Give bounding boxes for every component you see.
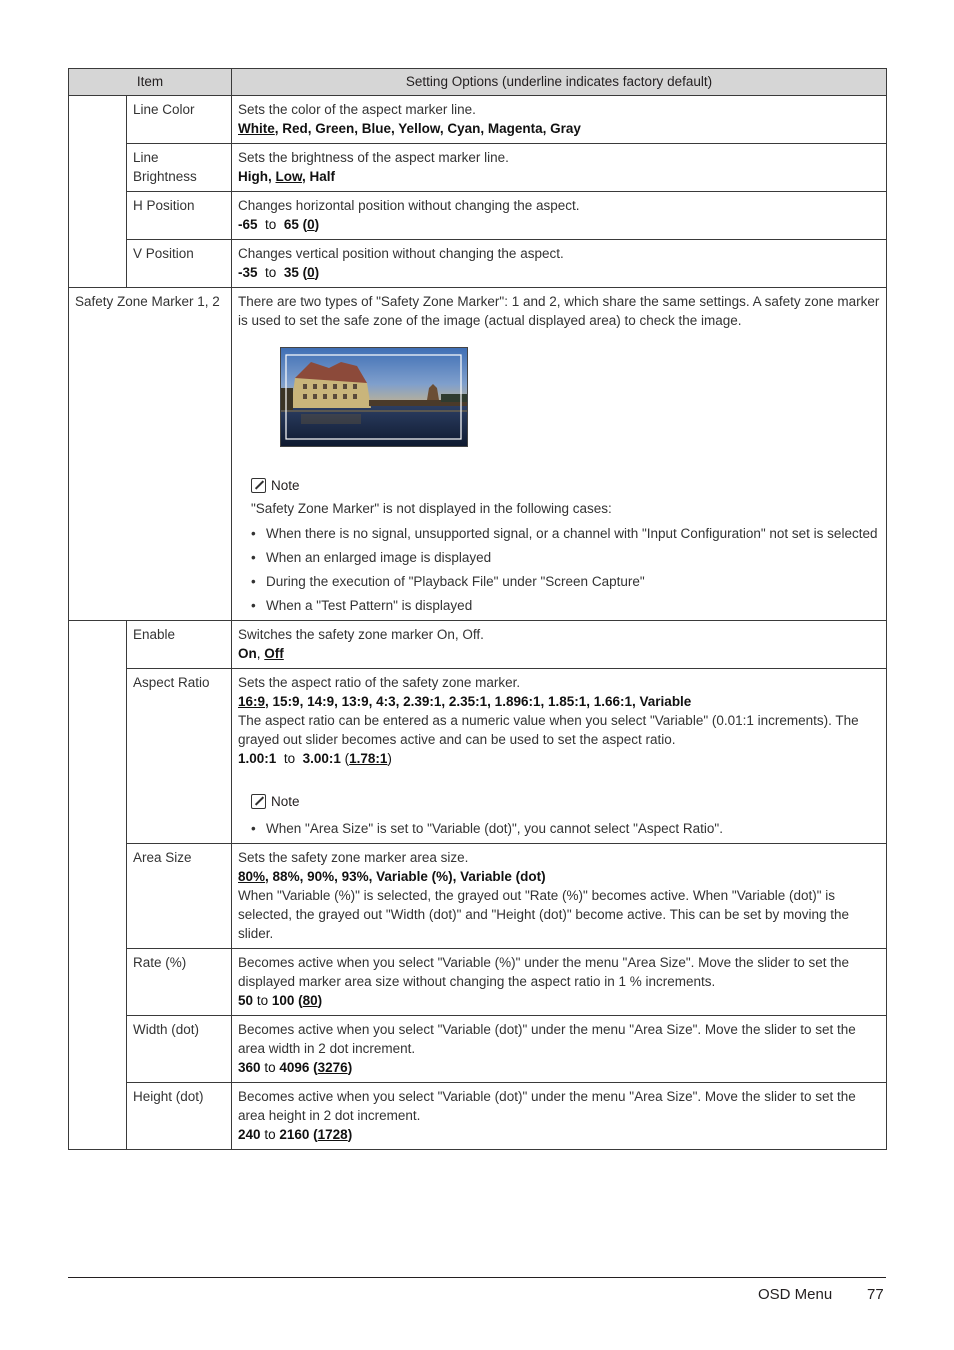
parent-item-cell (69, 621, 127, 1150)
description: Sets the color of the aspect marker line. (238, 102, 476, 117)
header-item: Item (69, 69, 232, 96)
table-row (69, 96, 887, 144)
range-default: 3276 (317, 1060, 348, 1075)
range-to: to (283, 751, 296, 766)
table-row (69, 621, 887, 669)
table-row (69, 288, 887, 621)
options-enable (232, 621, 887, 669)
option-list (238, 167, 880, 186)
item-width: Width (dot) (127, 1016, 232, 1083)
description-detail: The aspect ratio can be entered as a numeric value when you select "Variable" (0.01:1 increments). The grayed out slider becomes active and can be used to set the aspect ratio. (238, 713, 859, 747)
range: 1.00:1 to 3.00:1 (1.78:1) (238, 751, 392, 766)
table-row (69, 1083, 887, 1150)
other-options: , 15:9, 14:9, 13:9, 4:3, 2.39:1, 2.35:1, 1.896:1, 1.85:1, 1.66:1, Variable (265, 694, 692, 709)
range-max: 65 (283, 217, 299, 232)
range-max: 3.00:1 (302, 751, 341, 766)
item-line-brightness: Line Brightness (127, 144, 232, 192)
pencil-note-icon (251, 794, 266, 809)
range-min: 1.00:1 (238, 751, 277, 766)
option-list (238, 867, 880, 886)
other-options: , Half (302, 169, 336, 184)
safety-zone-example-image (280, 347, 468, 447)
range: 50 to 100 (80) (238, 993, 323, 1008)
table-row (69, 192, 887, 240)
example-photo (281, 348, 467, 446)
options-width (232, 1016, 887, 1083)
parent-item-cell (69, 96, 127, 288)
item-line-color: Line Color (127, 96, 232, 144)
description: Becomes active when you select "Variable (dot)" under the menu "Area Size". Move the slider to set the area width in 2 dot increment. (238, 1022, 856, 1056)
range-default: 1728 (317, 1127, 348, 1142)
description-detail: When "Variable (%)" is selected, the grayed out "Rate (%)" becomes active. When "Variable (dot)" is selected, the grayed out "Width (dot)" and "Height (dot)" become active. This can be set by moving the slider. (238, 888, 850, 941)
table-row (69, 844, 887, 949)
pencil-note-icon (251, 478, 266, 493)
note-bullet-list (238, 819, 880, 838)
description: Becomes active when you select "Variable (dot)" under the menu "Area Size". Move the slider to set the area height in 2 dot increment. (238, 1089, 856, 1123)
range-min: 50 (238, 993, 254, 1008)
default-option: Low (275, 169, 303, 184)
note-title-text: Note (271, 794, 300, 809)
description: Switches the safety zone marker On, Off. (238, 627, 484, 642)
option-on: On (238, 646, 257, 661)
range-to: to (264, 1060, 276, 1075)
footer-section-title: OSD Menu (758, 1286, 833, 1303)
option-list (238, 119, 880, 138)
range-to: to (265, 265, 277, 280)
option-list (238, 692, 880, 711)
option-sep: , (256, 646, 265, 661)
list-item: • When there is no signal, unsupported signal, or a channel with "Input Configuration" not set is selected (251, 524, 880, 543)
options-rate (232, 949, 887, 1016)
options-v-position (232, 240, 887, 288)
description: Becomes active when you select "Variable (%)" under the menu "Area Size". Move the slider to set the displayed marker area size without changing the aspect ratio in 1 % increments. (238, 955, 849, 989)
options-area-size (232, 844, 887, 949)
option-pre: High, (238, 169, 276, 184)
table-row (69, 144, 887, 192)
description: Changes horizontal position without changing the aspect. (238, 198, 580, 213)
range: -65 to 65 (0) (238, 217, 320, 232)
range-max: 2160 (279, 1127, 310, 1142)
default-option: 16:9 (238, 694, 266, 709)
item-area-size: Area Size (127, 844, 232, 949)
range-min: 360 (238, 1060, 261, 1075)
range-min: 240 (238, 1127, 261, 1142)
range-min: -35 (238, 265, 258, 280)
item-safety-zone-marker: Safety Zone Marker 1, 2 (69, 288, 232, 621)
header-options: Setting Options (underline indicates factory default) (232, 69, 887, 96)
other-options: , 88%, 90%, 93%, Variable (%), Variable (dot) (265, 869, 546, 884)
item-aspect-ratio: Aspect Ratio (127, 669, 232, 844)
options-h-position (232, 192, 887, 240)
options-line-color (232, 96, 887, 144)
list-item: • When "Area Size" is set to "Variable (dot)", you cannot select "Aspect Ratio". (251, 819, 880, 838)
note-text: "Safety Zone Marker" is not displayed in the following cases: (251, 501, 612, 516)
option-list (238, 644, 880, 663)
range-to: to (256, 993, 269, 1008)
description: Sets the brightness of the aspect marker line. (238, 150, 509, 165)
item-height: Height (dot) (127, 1083, 232, 1150)
default-option: White (238, 121, 275, 136)
table-row (69, 240, 887, 288)
range-min: -65 (238, 217, 258, 232)
description: There are two types of "Safety Zone Marker": 1 and 2, which share the same settings. A safety zone marker is used to set the safe zone of the image (actual displayed area) to check the image. (238, 294, 880, 328)
range-to: to (265, 217, 277, 232)
range-default: 0 (307, 217, 315, 232)
list-item: • When a "Test Pattern" is displayed (251, 596, 880, 615)
table-row (69, 949, 887, 1016)
note-heading (251, 476, 880, 495)
default-option: 80% (238, 869, 266, 884)
page-number: 77 (867, 1286, 884, 1303)
options-height (232, 1083, 887, 1150)
range-to: to (264, 1127, 276, 1142)
range-default: 80 (302, 993, 318, 1008)
range: 360 to 4096 (3276) (238, 1060, 353, 1075)
description: Changes vertical position without changing the aspect. (238, 246, 564, 261)
range-max: 35 (283, 265, 299, 280)
range: -35 to 35 (0) (238, 265, 320, 280)
options-line-brightness (232, 144, 887, 192)
footer-divider (68, 1277, 886, 1278)
item-v-position: V Position (127, 240, 232, 288)
range-max: 100 (271, 993, 295, 1008)
description: Sets the safety zone marker area size. (238, 850, 469, 865)
note-bullet-list (238, 524, 880, 615)
options-aspect-ratio (232, 669, 887, 844)
item-enable: Enable (127, 621, 232, 669)
range-max: 4096 (279, 1060, 310, 1075)
list-item: • When an enlarged image is displayed (251, 548, 880, 567)
list-item: • During the execution of "Playback File" under "Screen Capture" (251, 572, 880, 591)
options-safety-zone-marker (232, 288, 887, 621)
note-heading (251, 792, 880, 811)
other-options: , Red, Green, Blue, Yellow, Cyan, Magenta, Gray (274, 121, 581, 136)
range-default: 0 (307, 265, 315, 280)
range-default: 1.78:1 (349, 751, 388, 766)
table-row (69, 669, 887, 844)
settings-table (68, 68, 887, 1150)
table-header-row (69, 69, 887, 96)
range: 240 to 2160 (1728) (238, 1127, 353, 1142)
default-option: Off (264, 646, 284, 661)
table-row (69, 1016, 887, 1083)
note-title-text: Note (271, 478, 300, 493)
description: Sets the aspect ratio of the safety zone marker. (238, 675, 521, 690)
item-rate: Rate (%) (127, 949, 232, 1016)
item-h-position: H Position (127, 192, 232, 240)
